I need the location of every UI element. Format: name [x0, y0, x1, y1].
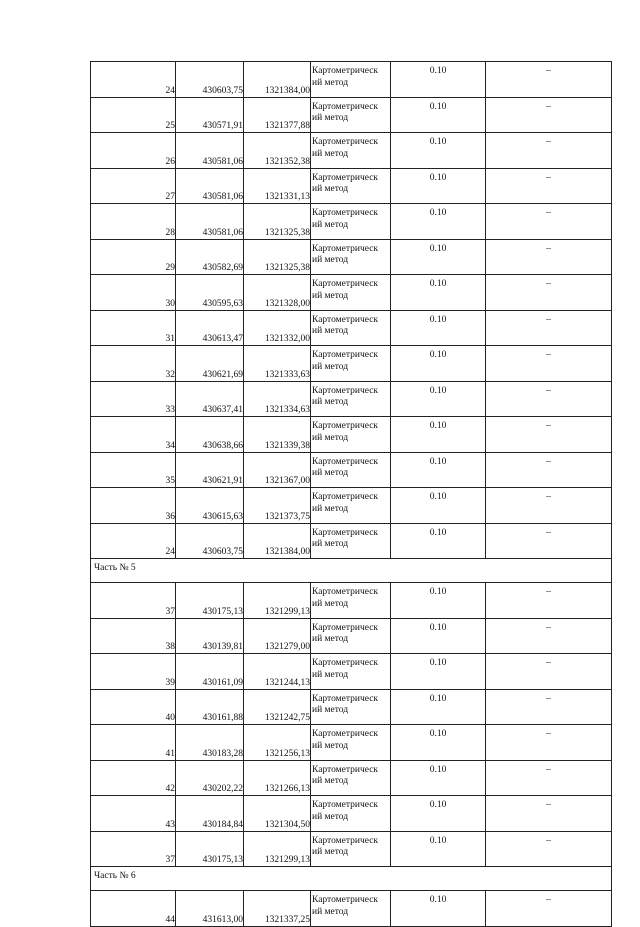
coord-x-cell: 430183,28 — [176, 725, 244, 761]
table-row — [91, 346, 612, 382]
coord-x-cell: 430595,63 — [176, 275, 244, 311]
method-cell: Картометрическ ий метод — [311, 168, 391, 204]
coord-y-cell: 1321299,13 — [244, 583, 311, 619]
description-cell: – — [486, 204, 612, 240]
point-number-cell: 36 — [91, 488, 176, 524]
table-row — [91, 689, 612, 725]
coord-x-cell: 430621,69 — [176, 346, 244, 382]
accuracy-cell: 0.10 — [391, 62, 486, 98]
method-cell: Картометрическ ий метод — [311, 831, 391, 867]
accuracy-cell: 0.10 — [391, 689, 486, 725]
description-cell: – — [486, 310, 612, 346]
coord-y-cell: 1321367,00 — [244, 452, 311, 488]
description-cell: – — [486, 618, 612, 654]
accuracy-cell: 0.10 — [391, 831, 486, 867]
table-row — [91, 381, 612, 417]
coord-x-cell: 430581,06 — [176, 204, 244, 240]
table-row — [91, 760, 612, 796]
accuracy-cell: 0.10 — [391, 891, 486, 927]
point-number-cell: 30 — [91, 275, 176, 311]
coord-x-cell: 430603,75 — [176, 523, 244, 559]
point-number-cell: 40 — [91, 689, 176, 725]
coord-y-cell: 1321339,38 — [244, 417, 311, 453]
accuracy-cell: 0.10 — [391, 417, 486, 453]
description-cell: – — [486, 583, 612, 619]
accuracy-cell: 0.10 — [391, 796, 486, 832]
coord-y-cell: 1321333,63 — [244, 346, 311, 382]
table-row — [91, 275, 612, 311]
method-cell: Картометрическ ий метод — [311, 583, 391, 619]
coord-x-cell: 430621,91 — [176, 452, 244, 488]
table-row — [91, 488, 612, 524]
accuracy-cell: 0.10 — [391, 725, 486, 761]
coord-y-cell: 1321256,13 — [244, 725, 311, 761]
coord-x-cell: 430613,47 — [176, 310, 244, 346]
coord-x-cell: 430582,69 — [176, 239, 244, 275]
accuracy-cell: 0.10 — [391, 133, 486, 169]
coord-y-cell: 1321373,75 — [244, 488, 311, 524]
point-number-cell: 26 — [91, 133, 176, 169]
coord-y-cell: 1321279,00 — [244, 618, 311, 654]
description-cell: – — [486, 133, 612, 169]
coord-x-cell: 430184,84 — [176, 796, 244, 832]
description-cell: – — [486, 488, 612, 524]
method-cell: Картометрическ ий метод — [311, 381, 391, 417]
description-cell: – — [486, 891, 612, 927]
description-cell: – — [486, 381, 612, 417]
method-cell: Картометрическ ий метод — [311, 618, 391, 654]
point-number-cell: 38 — [91, 618, 176, 654]
accuracy-cell: 0.10 — [391, 346, 486, 382]
method-cell: Картометрическ ий метод — [311, 891, 391, 927]
method-cell: Картометрическ ий метод — [311, 725, 391, 761]
table-row — [91, 204, 612, 240]
point-number-cell: 25 — [91, 97, 176, 133]
table-row — [91, 523, 612, 559]
point-number-cell: 44 — [91, 891, 176, 927]
coord-x-cell: 430571,91 — [176, 97, 244, 133]
table-row — [91, 62, 612, 98]
accuracy-cell: 0.10 — [391, 275, 486, 311]
part-label: Часть № 6 — [91, 867, 612, 891]
accuracy-cell: 0.10 — [391, 381, 486, 417]
description-cell: – — [486, 689, 612, 725]
description-cell: – — [486, 796, 612, 832]
accuracy-cell: 0.10 — [391, 760, 486, 796]
coord-x-cell: 430175,13 — [176, 831, 244, 867]
point-number-cell: 35 — [91, 452, 176, 488]
method-cell: Картометрическ ий метод — [311, 760, 391, 796]
coord-y-cell: 1321242,75 — [244, 689, 311, 725]
description-cell: – — [486, 452, 612, 488]
accuracy-cell: 0.10 — [391, 618, 486, 654]
coord-y-cell: 1321244,13 — [244, 654, 311, 690]
method-cell: Картометрическ ий метод — [311, 275, 391, 311]
description-cell: – — [486, 168, 612, 204]
method-cell: Картометрическ ий метод — [311, 452, 391, 488]
coord-y-cell: 1321384,00 — [244, 523, 311, 559]
method-cell: Картометрическ ий метод — [311, 239, 391, 275]
point-number-cell: 37 — [91, 831, 176, 867]
point-number-cell: 42 — [91, 760, 176, 796]
coord-y-cell: 1321299,13 — [244, 831, 311, 867]
part-header-row — [91, 867, 612, 891]
method-cell: Картометрическ ий метод — [311, 654, 391, 690]
accuracy-cell: 0.10 — [391, 523, 486, 559]
coord-y-cell: 1321325,38 — [244, 204, 311, 240]
coord-y-cell: 1321334,63 — [244, 381, 311, 417]
description-cell: – — [486, 654, 612, 690]
coord-y-cell: 1321332,00 — [244, 310, 311, 346]
point-number-cell: 27 — [91, 168, 176, 204]
point-number-cell: 37 — [91, 583, 176, 619]
table-row — [91, 891, 612, 927]
description-cell: – — [486, 97, 612, 133]
coord-x-cell: 430637,41 — [176, 381, 244, 417]
description-cell: – — [486, 62, 612, 98]
accuracy-cell: 0.10 — [391, 488, 486, 524]
accuracy-cell: 0.10 — [391, 654, 486, 690]
method-cell: Картометрическ ий метод — [311, 133, 391, 169]
coord-y-cell: 1321266,13 — [244, 760, 311, 796]
method-cell: Картометрическ ий метод — [311, 204, 391, 240]
table-row — [91, 796, 612, 832]
coord-y-cell: 1321384,00 — [244, 62, 311, 98]
point-number-cell: 43 — [91, 796, 176, 832]
method-cell: Картометрическ ий метод — [311, 689, 391, 725]
accuracy-cell: 0.10 — [391, 168, 486, 204]
table-row — [91, 417, 612, 453]
method-cell: Картометрическ ий метод — [311, 62, 391, 98]
coord-x-cell: 430161,88 — [176, 689, 244, 725]
description-cell: – — [486, 760, 612, 796]
description-cell: – — [486, 725, 612, 761]
table-row — [91, 831, 612, 867]
coord-y-cell: 1321337,25 — [244, 891, 311, 927]
table-row — [91, 97, 612, 133]
point-number-cell: 39 — [91, 654, 176, 690]
coord-y-cell: 1321331,13 — [244, 168, 311, 204]
description-cell: – — [486, 346, 612, 382]
accuracy-cell: 0.10 — [391, 452, 486, 488]
method-cell: Картометрическ ий метод — [311, 796, 391, 832]
accuracy-cell: 0.10 — [391, 583, 486, 619]
point-number-cell: 31 — [91, 310, 176, 346]
part-label: Часть № 5 — [91, 559, 612, 583]
coord-x-cell: 430615,63 — [176, 488, 244, 524]
table-row — [91, 654, 612, 690]
description-cell: – — [486, 523, 612, 559]
table-row — [91, 618, 612, 654]
method-cell: Картометрическ ий метод — [311, 417, 391, 453]
method-cell: Картометрическ ий метод — [311, 310, 391, 346]
table-row — [91, 452, 612, 488]
point-number-cell: 29 — [91, 239, 176, 275]
accuracy-cell: 0.10 — [391, 97, 486, 133]
point-number-cell: 24 — [91, 62, 176, 98]
coord-x-cell: 430581,06 — [176, 168, 244, 204]
method-cell: Картометрическ ий метод — [311, 346, 391, 382]
table-row — [91, 310, 612, 346]
description-cell: – — [486, 275, 612, 311]
coord-y-cell: 1321328,00 — [244, 275, 311, 311]
point-number-cell: 33 — [91, 381, 176, 417]
table-row — [91, 583, 612, 619]
table-row — [91, 168, 612, 204]
coordinates-table-body — [91, 62, 612, 927]
accuracy-cell: 0.10 — [391, 239, 486, 275]
coord-x-cell: 431613,00 — [176, 891, 244, 927]
coordinates-table — [90, 61, 612, 927]
point-number-cell: 24 — [91, 523, 176, 559]
coord-x-cell: 430139,81 — [176, 618, 244, 654]
description-cell: – — [486, 831, 612, 867]
point-number-cell: 28 — [91, 204, 176, 240]
method-cell: Картометрическ ий метод — [311, 97, 391, 133]
description-cell: – — [486, 417, 612, 453]
description-cell: – — [486, 239, 612, 275]
part-header-row — [91, 559, 612, 583]
method-cell: Картометрическ ий метод — [311, 523, 391, 559]
accuracy-cell: 0.10 — [391, 310, 486, 346]
method-cell: Картометрическ ий метод — [311, 488, 391, 524]
coord-y-cell: 1321325,38 — [244, 239, 311, 275]
coord-y-cell: 1321352,38 — [244, 133, 311, 169]
point-number-cell: 32 — [91, 346, 176, 382]
coord-x-cell: 430581,06 — [176, 133, 244, 169]
accuracy-cell: 0.10 — [391, 204, 486, 240]
coord-y-cell: 1321377,88 — [244, 97, 311, 133]
coord-x-cell: 430175,13 — [176, 583, 244, 619]
table-row — [91, 239, 612, 275]
point-number-cell: 41 — [91, 725, 176, 761]
coord-x-cell: 430603,75 — [176, 62, 244, 98]
table-row — [91, 133, 612, 169]
point-number-cell: 34 — [91, 417, 176, 453]
coord-x-cell: 430638,66 — [176, 417, 244, 453]
coord-y-cell: 1321304,50 — [244, 796, 311, 832]
coord-x-cell: 430161,09 — [176, 654, 244, 690]
coord-x-cell: 430202,22 — [176, 760, 244, 796]
table-row — [91, 725, 612, 761]
